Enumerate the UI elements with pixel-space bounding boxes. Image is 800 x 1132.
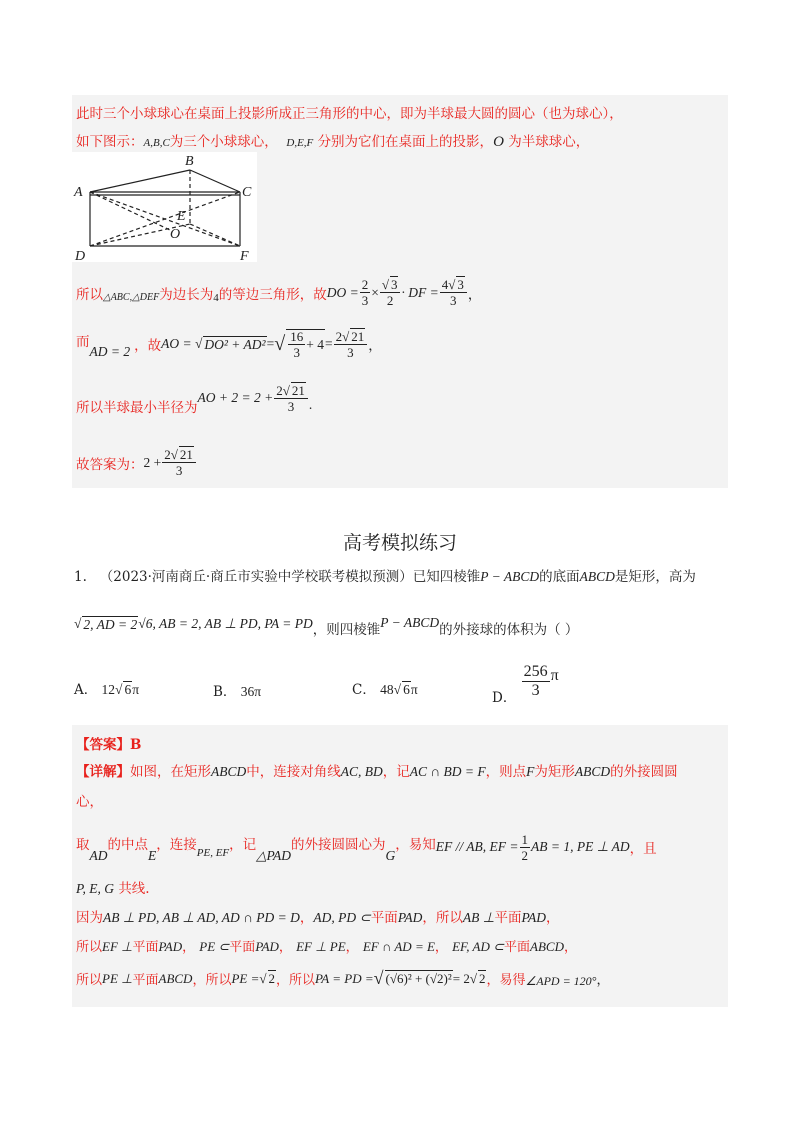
prism-figure <box>72 152 257 262</box>
detail-line-5 <box>76 906 559 926</box>
text: ，且 <box>629 841 657 857</box>
text: 共线. <box>118 881 150 897</box>
solution-line-5 <box>76 380 312 416</box>
text: ，记 <box>382 764 410 780</box>
math: DO = <box>326 284 359 300</box>
math: P − ABCD <box>380 615 440 630</box>
fraction: $\frac{√ 3}{2}$ <box>380 278 401 307</box>
text: ， <box>299 910 314 926</box>
option-value: 48√ 6π <box>380 682 418 697</box>
math: AB = 1, PE ⊥ AD <box>531 839 630 854</box>
text: ，易知 <box>395 837 436 853</box>
math: (√6)² + (√2)² <box>385 971 452 986</box>
text: 所以 <box>76 286 103 303</box>
math: PE, EF <box>196 847 230 859</box>
answer-tag: 【答案】B <box>76 737 142 753</box>
text: 如下图示： <box>76 134 144 150</box>
math: AC ∩ BD = F <box>409 764 486 779</box>
math: ABCD <box>211 764 247 779</box>
math: PE ⊥ <box>102 970 133 986</box>
text: ， <box>182 940 196 955</box>
label-D: D <box>75 249 86 262</box>
fraction: $\frac{4√ 3}{3}$ <box>440 278 467 307</box>
math: PAD <box>158 939 183 954</box>
text: ， <box>278 940 292 955</box>
math: EF ∩ AD = E <box>362 939 435 954</box>
math: ， <box>368 338 382 353</box>
option-C[interactable] <box>352 678 418 698</box>
text: （2023·河南商丘·商丘市实验中学校联考模拟预测）已知四棱锥 <box>99 569 481 585</box>
option-B[interactable] <box>213 680 261 700</box>
text: 平面 <box>132 973 159 988</box>
solution-line-2 <box>76 130 589 151</box>
label-O: O <box>170 227 181 242</box>
math: AD <box>89 848 108 863</box>
math: EF // AB, EF = <box>435 839 519 854</box>
text: ，连接 <box>156 837 197 853</box>
math: 2 <box>268 971 276 986</box>
text: 的等边三角形，故 <box>218 286 327 303</box>
math: PAD <box>521 910 546 925</box>
math: = <box>266 336 275 351</box>
text: 所以半球最小半径为 <box>76 400 198 416</box>
math: P, E, G <box>76 881 115 896</box>
option-label: C． <box>352 682 376 698</box>
section-title: 高考模拟练习 <box>342 532 457 554</box>
detail-line-3 <box>76 830 657 864</box>
text: ，则四棱锥 <box>312 622 381 638</box>
label-B: B <box>185 154 194 169</box>
math: PAD <box>255 939 279 954</box>
math: P − ABCD <box>480 569 540 584</box>
text: 取 <box>76 837 90 853</box>
question-line-1 <box>74 565 696 585</box>
fraction: $\frac{1}{2}$ <box>521 831 529 863</box>
detail-line-2: 心， <box>76 794 103 810</box>
fraction: $\frac{256}{3}$ <box>523 662 548 699</box>
math: ABCD <box>579 569 615 584</box>
fraction: $\frac{2√ 21}{3}$ <box>334 330 368 359</box>
text: 此时三个小球球心在桌面上投影所成正三角形的中心，即为半球最大圆的圆心（也为球心）， <box>76 106 623 122</box>
text: 因为 <box>76 910 103 926</box>
math: DO² + AD² <box>204 336 266 352</box>
math: 2 + <box>143 454 162 470</box>
text: 的中点 <box>107 837 148 853</box>
math: · DF = <box>401 284 439 300</box>
option-D[interactable] <box>492 656 559 706</box>
text: ，所以 <box>276 973 316 988</box>
text: 中，连接对角线 <box>246 764 341 780</box>
fraction: $\frac{2√ 21}{3}$ <box>162 448 196 477</box>
math: D,E,F <box>286 137 314 149</box>
math: √ <box>74 616 82 631</box>
math: G <box>385 848 396 863</box>
text: 的外接圆圆心为 <box>291 837 386 853</box>
detail-line-1 <box>76 760 678 780</box>
math: ， <box>596 972 610 987</box>
math: EF ⊥ <box>102 939 133 954</box>
solution-line-4 <box>76 328 382 360</box>
question-number: 1. <box>74 569 87 585</box>
math: π <box>550 667 559 684</box>
math: AC, BD <box>340 764 383 779</box>
detail-tag: 【详解】 <box>76 764 130 780</box>
math: AD, PD ⊂ <box>313 910 371 925</box>
text: 的外接球的体积为（ ） <box>439 622 579 638</box>
math: EF ⊥ PE <box>296 939 346 954</box>
math: AO + 2 = 2 + <box>197 390 274 405</box>
solution-line-6 <box>76 448 197 477</box>
math: F <box>526 764 535 779</box>
math: △PAD <box>256 848 292 863</box>
text: 如图，在矩形 <box>130 764 211 780</box>
detail-line-4 <box>76 877 150 897</box>
question-line-2 <box>74 610 578 638</box>
option-label: A． <box>74 682 98 698</box>
text: 平面 <box>370 910 398 926</box>
text: 所以 <box>76 973 103 988</box>
fraction: $\frac{2}{3}$ <box>361 277 369 308</box>
math: $\frac{16}{3}$ + 4 <box>286 329 325 359</box>
option-value: 12√ 6π <box>101 682 140 697</box>
math: = <box>324 336 333 351</box>
option-label: D． <box>492 690 517 706</box>
math: ABCD <box>574 764 611 779</box>
option-A[interactable] <box>74 678 139 698</box>
text: ，故 <box>134 338 162 354</box>
math: E <box>148 848 157 863</box>
text: ，记 <box>229 837 257 853</box>
math: √ <box>373 968 384 988</box>
math: √ <box>138 616 146 631</box>
text: 故答案为： <box>76 456 144 473</box>
text: 为边长为 <box>159 286 214 303</box>
text: 为矩形 <box>534 764 575 780</box>
text: 的外接圆圆 <box>610 764 678 780</box>
math: √ <box>274 332 286 355</box>
math: 2 <box>478 971 486 986</box>
text: ， <box>434 940 448 955</box>
text: 是矩形，高为 <box>614 569 696 585</box>
text: 的底面 <box>539 569 580 585</box>
math: ABCD <box>530 939 564 954</box>
text: 而 <box>76 334 90 350</box>
text: 为三个小球球心， <box>169 134 278 150</box>
solution-line-3 <box>76 278 481 307</box>
math: √ <box>259 970 267 986</box>
label-F: F <box>240 249 249 262</box>
math: A,B,C <box>143 137 170 149</box>
math: △ABC,△DEF <box>103 292 160 303</box>
math: AO = <box>161 336 192 351</box>
label-A: A <box>74 185 83 200</box>
math: AB ⊥ <box>462 910 495 925</box>
text: ， <box>563 940 577 955</box>
text: ， <box>545 910 560 926</box>
text: ，则点 <box>485 764 527 780</box>
math: PA = PD = <box>315 970 374 986</box>
text: 为半球球心， <box>508 134 590 150</box>
math: . <box>308 397 313 412</box>
math: AB ⊥ PD, AB ⊥ AD, AD ∩ PD = D <box>103 910 300 925</box>
math: AD = 2 <box>89 344 131 359</box>
text: 平面 <box>494 910 522 926</box>
text: ， <box>345 940 359 955</box>
text: 所以 <box>76 940 103 955</box>
prism-diagram <box>72 152 257 262</box>
fraction: $\frac{2√ 21}{3}$ <box>274 384 308 413</box>
text: ，易得 <box>486 973 526 988</box>
math: PE ⊂ <box>199 939 230 954</box>
math: × <box>371 284 379 300</box>
option-value: 36π <box>240 684 262 699</box>
math: 2, AD = 2 <box>83 616 138 632</box>
label-C: C <box>242 185 252 200</box>
text: 平面 <box>229 940 256 955</box>
text: 平面 <box>132 940 159 955</box>
math: √ <box>191 336 203 351</box>
text: ，所以 <box>192 973 232 988</box>
detail-line-7 <box>76 968 610 989</box>
math: ABCD <box>158 970 193 986</box>
math: 6, AB = 2, AB ⊥ PD, PA = PD <box>145 616 313 631</box>
label-E: E <box>177 209 186 224</box>
solution-line-1 <box>76 102 623 122</box>
option-label: B． <box>213 684 237 700</box>
math: ∠APD = 120° <box>525 974 597 988</box>
text: 平面 <box>504 940 531 955</box>
math: 4 <box>213 291 219 304</box>
math: = 2 <box>452 970 470 986</box>
math: PAD <box>397 910 423 925</box>
detail-line-6 <box>76 936 577 955</box>
math: O <box>493 134 504 150</box>
math: √ <box>469 970 477 986</box>
math: EF, AD ⊂ <box>452 939 505 954</box>
math: ， <box>467 286 482 302</box>
math: PE = <box>231 970 260 986</box>
text: 分别为它们在桌面上的投影， <box>317 134 494 150</box>
text: ，所以 <box>422 910 463 926</box>
